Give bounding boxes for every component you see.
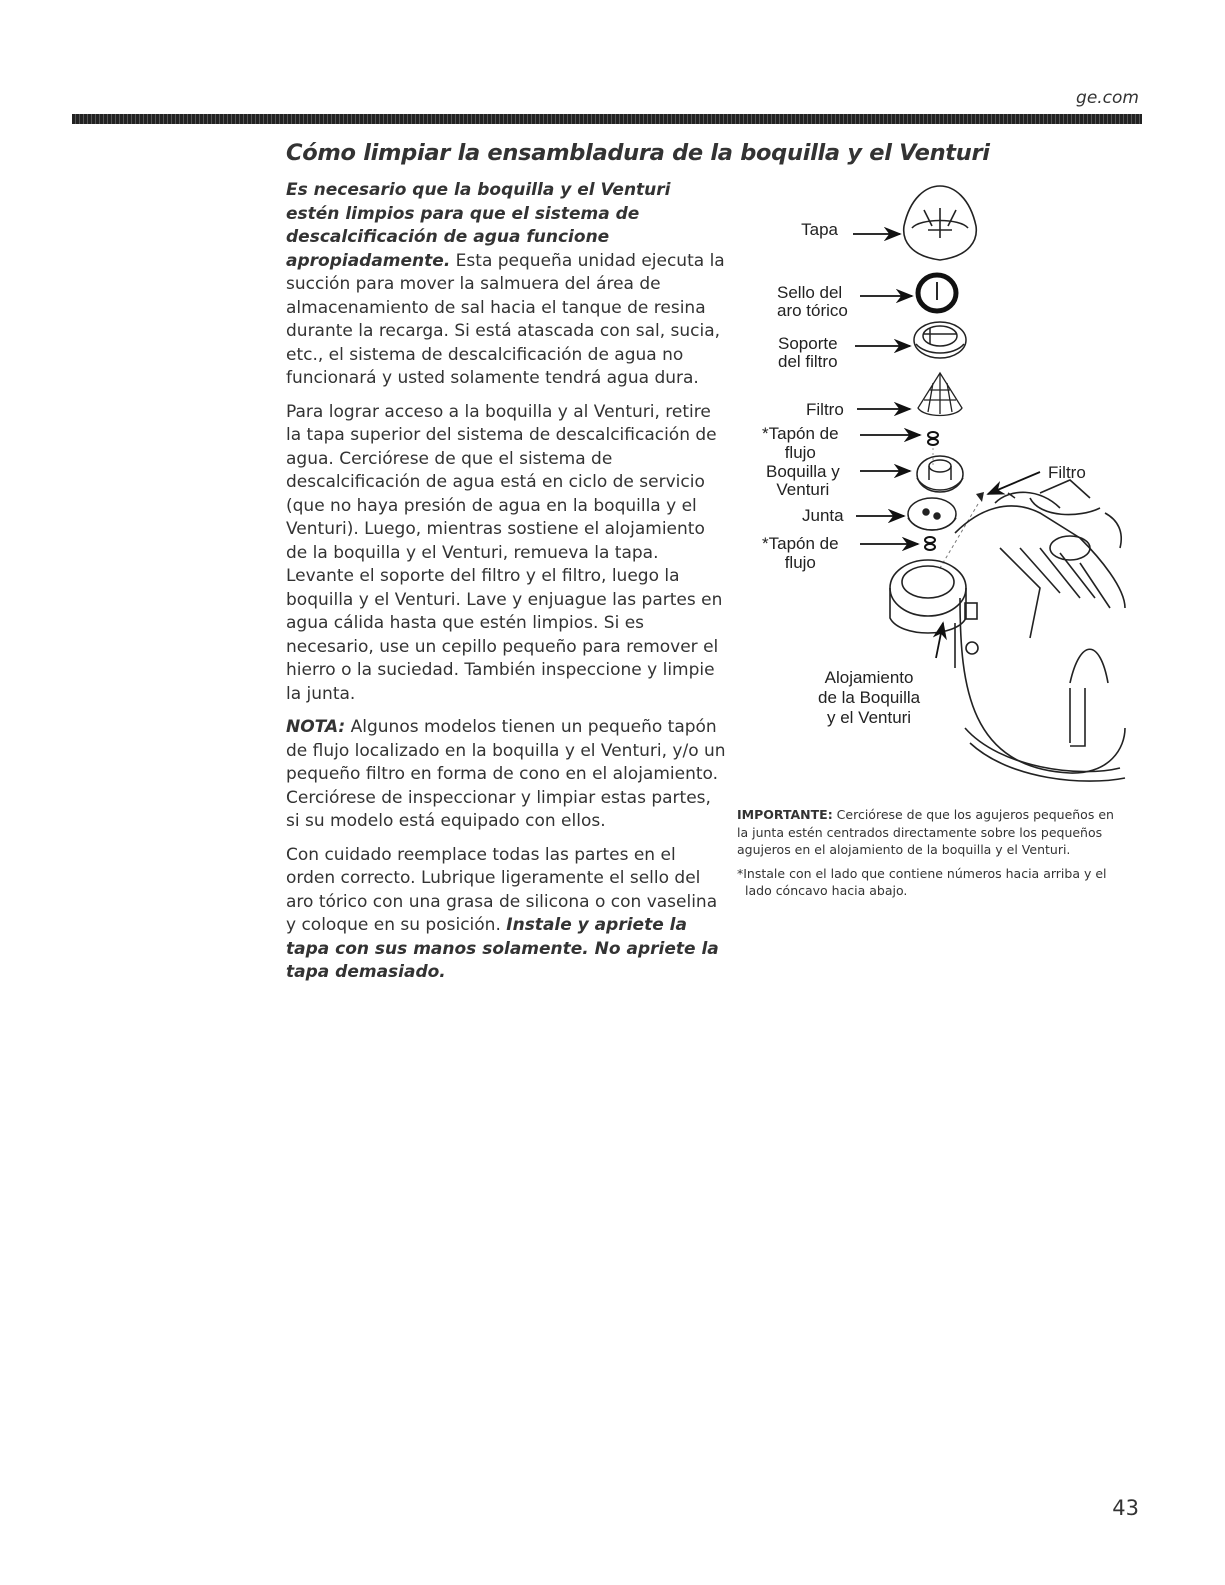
notes-block bbox=[737, 806, 1117, 906]
paragraph-access: Para lograr acceso a la boquilla y al Venturi, retire la tapa superior del sistema de descalcificación de agua. Cerciórese de que el sistema de descalcificación de agua está en ciclo de servicio (que no haya presión de agua en la boquilla y el Venturi). Luego, mientras sostiene el alojamiento de la boquilla y el Venturi, remueva la tapa. Levante el soporte del filtro y el filtro, luego la boquilla y el Venturi. Lave y enjuague las partes en agua cálida hasta que estén limpios. Si es necesario, use un cepillo pequeño para remover el hierro o la suciedad. También inspeccione y limpie la junta. bbox=[286, 401, 723, 704]
label-soporte: Soporte del filtro bbox=[778, 334, 838, 371]
label-sello: Sello del aro tórico bbox=[777, 283, 848, 320]
reassemble-bold: Instale y apriete la tapa con sus manos solamente. No apriete la tapa demasiado. bbox=[286, 915, 719, 982]
right-filter-arrow bbox=[988, 472, 1040, 494]
label-tapa: Tapa bbox=[801, 220, 838, 239]
important-note bbox=[737, 806, 1117, 859]
small-filter-cone bbox=[976, 492, 984, 502]
page-title: Cómo limpiar la ensambladura de la boquilla y el Venturi bbox=[286, 140, 990, 166]
note-label: NOTA: bbox=[286, 717, 346, 737]
label-tapon-2: *Tapón de flujo bbox=[762, 534, 839, 572]
filter-support-part bbox=[914, 322, 966, 358]
intro-bold: Es necesario que la boquilla y el Venturi estén limpios para que el sistema de descalcificación de agua funcione apropiadamente. bbox=[286, 180, 671, 271]
flow-plug-part-2 bbox=[925, 537, 935, 550]
paragraph-reassemble bbox=[286, 844, 726, 985]
paragraph-note bbox=[286, 716, 726, 834]
label-boquilla: Boquilla y Venturi bbox=[766, 462, 840, 499]
filter-cone-part bbox=[918, 373, 962, 416]
exploded-diagram bbox=[740, 168, 1150, 808]
cap-part bbox=[904, 186, 977, 260]
label-filtro: Filtro bbox=[806, 400, 844, 419]
star-note: *Instale con el lado que contiene números hacia arriba y el lado cóncavo hacia abajo. bbox=[737, 865, 1107, 898]
o-ring-part bbox=[918, 275, 956, 311]
nozzle-venturi-part bbox=[917, 456, 963, 492]
important-label: IMPORTANTE: bbox=[737, 807, 833, 822]
instructions-column bbox=[286, 179, 726, 995]
page-number: 43 bbox=[1112, 1496, 1139, 1520]
header-rule bbox=[72, 114, 1142, 124]
flow-plug-part bbox=[928, 432, 938, 445]
note-text: Algunos modelos tienen un pequeño tapón de flujo localizado en la boquilla y el Venturi, y/o un pequeño filtro en forma de cono en el alojamiento. Cerciórese de inspeccionar y limpiar estas partes, si su modelo está equipado con ellos. bbox=[286, 717, 726, 831]
important-text: Cerciórese de que los agujeros pequeños en la junta estén centrados directamente sobre los pequeños agujeros en el alojamiento de la boquilla y el Venturi. bbox=[737, 807, 1114, 857]
site-url: ge.com bbox=[1076, 88, 1139, 108]
intro-text: Esta pequeña unidad ejecuta la succión para mover la salmuera del área de almacenamiento de sal hacia el tanque de resina durante la recarga. Si está atascada con sal, sucia, etc., el sistema de descalcificación de agua no funcionará y usted solamente tendrá agua dura. bbox=[286, 250, 725, 388]
housing-part bbox=[890, 480, 1125, 781]
paragraph-intro bbox=[286, 179, 726, 391]
gasket-part bbox=[908, 498, 956, 530]
label-tapon-1: *Tapón de flujo bbox=[762, 424, 839, 462]
label-junta: Junta bbox=[802, 506, 844, 525]
reassemble-text: Con cuidado reemplace todas las partes en el orden correcto. Lubrique ligeramente el sello del aro tórico con una grasa de silicona o con vaselina y coloque en su posición. bbox=[286, 844, 718, 935]
label-filtro-right: Filtro bbox=[1048, 463, 1086, 482]
label-alojamiento: Alojamiento de la Boquilla y el Venturi bbox=[818, 668, 921, 727]
housing-arrow bbox=[936, 623, 943, 658]
